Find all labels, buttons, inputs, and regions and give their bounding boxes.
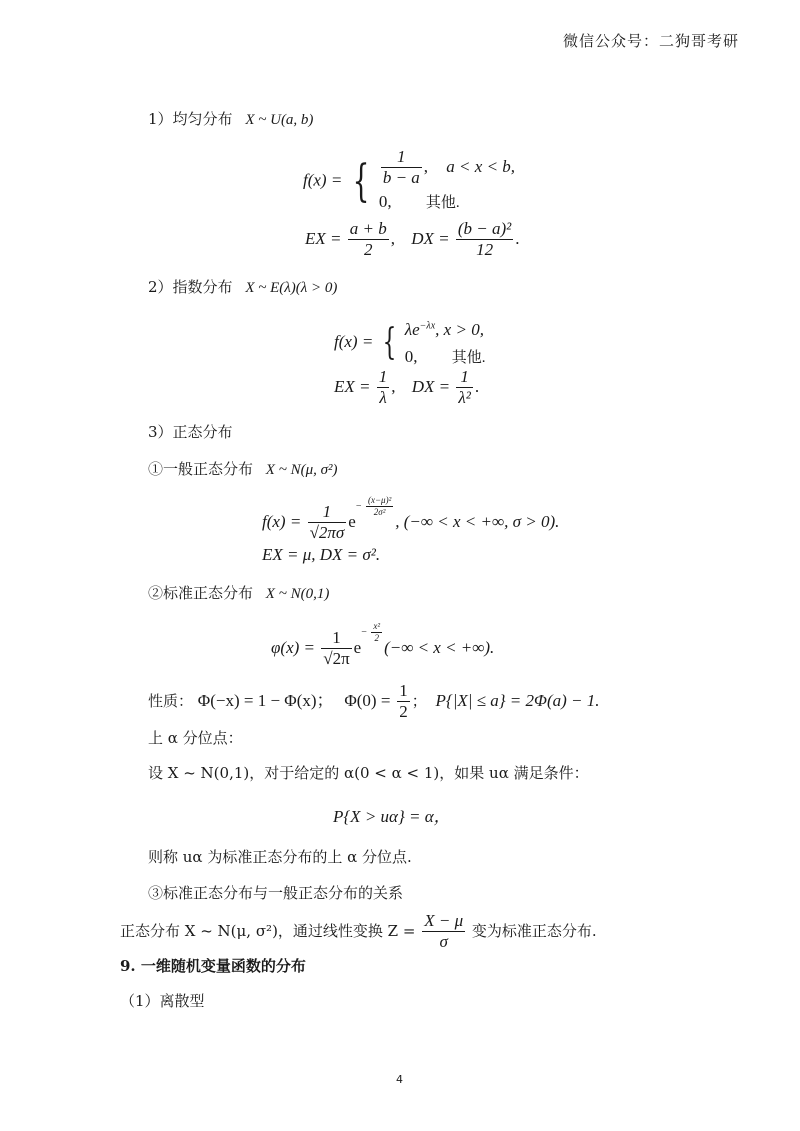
normal-title: 3）正态分布	[148, 423, 233, 441]
exponential-case1-val: λe	[404, 320, 420, 339]
normal-std-pdf-den: √2π	[323, 648, 350, 668]
exponential-ex-num: 1	[378, 367, 388, 386]
header-watermark: 微信公众号：二狗哥考研	[563, 32, 740, 50]
normal-prop-label: 性质：	[148, 692, 194, 711]
normal-relation-num: X − μ	[424, 911, 464, 930]
uniform-case1-cond: a < x < b,	[446, 156, 516, 176]
normal-std-pdf-exp-num: x²	[373, 621, 381, 631]
section9-title: 9. 一维随机变量函数的分布	[120, 957, 306, 975]
uniform-heading	[148, 108, 313, 129]
uniform-dx-den: 12	[456, 239, 513, 260]
uniform-case-1	[379, 148, 515, 188]
uniform-moments	[305, 220, 520, 260]
exponential-title: 2）指数分布	[148, 278, 233, 296]
normal-std-dist: X ~ N(0,1)	[265, 586, 330, 602]
normal-std-pdf-exponent	[361, 622, 384, 644]
normal-relation-den: σ	[422, 931, 465, 952]
exponential-ex-frac	[377, 368, 390, 408]
exponential-ex-den: λ	[377, 387, 390, 408]
exponential-pdf	[334, 316, 485, 370]
normal-relation-pre: 正态分布 X ~ N(μ, σ²)，通过线性变换 Z =	[120, 922, 416, 941]
uniform-dx-end: .	[515, 228, 520, 248]
exponential-pdf-lhs: f(x) =	[334, 332, 374, 352]
normal-pdf-exp-num: (x−μ)²	[367, 495, 392, 505]
normal-general-heading	[148, 458, 338, 479]
normal-std-pdf-exp-den: 2	[371, 632, 382, 644]
normal-prop-2-lhs: Φ(0) =	[344, 691, 391, 711]
brace-icon: {	[382, 322, 396, 364]
section9-sub1: （1）离散型	[120, 992, 205, 1010]
normal-pdf-den: √2πσ	[309, 522, 345, 542]
exponential-moments	[334, 368, 479, 408]
normal-prop-2-num: 1	[399, 681, 408, 700]
normal-prop-1: Φ(−x) = 1 − Φ(x)；	[197, 691, 334, 711]
exponential-dx-frac	[456, 368, 472, 408]
exponential-cases	[405, 316, 486, 370]
normal-quantile-def: 设 X ~ N(0,1)，对于给定的 α(0 < α < 1)，如果 uα 满足条件：	[148, 764, 589, 782]
exponential-dx-end: .	[474, 376, 480, 396]
normal-quantile-eq: P{X > uα} = α，	[333, 807, 451, 826]
uniform-case2-val: 0,	[378, 192, 392, 212]
uniform-dx-frac	[456, 220, 513, 260]
normal-std-pdf-e: e	[353, 638, 362, 658]
normal-relation	[120, 912, 597, 952]
normal-pdf-lhs: f(x) =	[262, 512, 302, 532]
exponential-case1-sup: −λx	[419, 320, 436, 332]
brace-icon: {	[352, 155, 369, 207]
normal-pdf-exponent	[356, 496, 395, 518]
exponential-dx-lhs: DX =	[411, 376, 451, 396]
normal-relation-post: 变为标准正态分布.	[471, 922, 597, 941]
normal-std-pdf-frac	[321, 629, 351, 669]
normal-pdf-exp-den: 2σ²	[366, 506, 393, 518]
uniform-ex-num: a + b	[349, 219, 387, 238]
normal-pdf-num: 1	[322, 502, 332, 522]
normal-pdf-e: e	[348, 512, 356, 532]
exponential-dx-num: 1	[460, 367, 469, 386]
normal-moments: EX = μ, DX = σ².	[262, 545, 381, 564]
uniform-case1-frac	[381, 148, 422, 188]
uniform-case1-sep: ,	[423, 156, 429, 176]
uniform-dx-lhs: DX =	[411, 228, 450, 248]
normal-std-pdf-domain: (−∞ < x < +∞).	[384, 638, 495, 658]
normal-std-pdf-lhs: φ(x) =	[271, 638, 315, 658]
uniform-pdf-lhs: f(x) =	[303, 170, 343, 190]
uniform-case-2	[379, 188, 515, 215]
normal-prop-2-frac	[397, 682, 410, 722]
normal-relation-title: ③标准正态分布与一般正态分布的关系	[148, 884, 404, 902]
uniform-case2-cond: 其他.	[425, 195, 460, 212]
uniform-cases	[379, 148, 515, 215]
uniform-dist: X ~ U(a, b)	[245, 112, 314, 128]
normal-std-pdf	[271, 622, 494, 669]
normal-std-pdf-exp-sign: −	[361, 627, 367, 639]
normal-pdf-exp-frac	[366, 496, 393, 518]
normal-quantile-conclusion: 则称 uα 为标准正态分布的上 α 分位点.	[148, 848, 412, 866]
normal-quantile-title: 上 α 分位点：	[148, 729, 243, 747]
exponential-case2-cond: 其他.	[451, 350, 486, 367]
normal-std-pdf-num: 1	[332, 628, 341, 648]
normal-properties	[148, 682, 600, 722]
exponential-ex-sep: ,	[391, 376, 396, 396]
normal-std-pdf-exp-frac	[371, 622, 382, 644]
exponential-case2-val: 0,	[404, 347, 418, 367]
uniform-ex-frac	[348, 220, 389, 260]
normal-pdf-frac	[308, 503, 347, 543]
uniform-ex-den: 2	[348, 239, 389, 260]
exponential-dist: X ~ E(λ)(λ > 0)	[245, 280, 338, 296]
exponential-case1-cond: , x > 0,	[435, 320, 484, 339]
exponential-ex-lhs: EX =	[334, 376, 371, 396]
normal-prop-2-end: ；	[411, 692, 427, 711]
normal-general-title: ①一般正态分布	[148, 460, 254, 478]
uniform-ex-lhs: EX =	[305, 228, 342, 248]
exponential-case-2	[405, 343, 486, 370]
exponential-heading	[148, 276, 337, 297]
exponential-case-1	[405, 316, 486, 343]
normal-std-title: ②标准正态分布	[148, 584, 254, 602]
uniform-ex-sep: ,	[390, 228, 395, 248]
normal-pdf	[262, 496, 559, 543]
normal-prop-2-den: 2	[399, 701, 408, 721]
uniform-pdf	[303, 148, 515, 215]
normal-pdf-domain: , (−∞ < x < +∞, σ > 0).	[395, 512, 560, 532]
page-number: 4	[396, 1073, 403, 1086]
uniform-title: 1）均匀分布	[148, 110, 233, 128]
normal-pdf-exp-sign: −	[355, 501, 362, 513]
uniform-case1-den: b − a	[382, 167, 420, 187]
normal-general-dist: X ~ N(μ, σ²)	[265, 462, 338, 478]
uniform-case1-num: 1	[397, 147, 406, 166]
exponential-dx-den: λ²	[458, 387, 471, 407]
normal-std-heading	[148, 582, 329, 603]
normal-relation-frac	[422, 912, 465, 952]
uniform-dx-num: (b − a)²	[457, 219, 512, 238]
normal-prop-3: P{|X| ≤ a} = 2Φ(a) − 1.	[435, 691, 600, 711]
